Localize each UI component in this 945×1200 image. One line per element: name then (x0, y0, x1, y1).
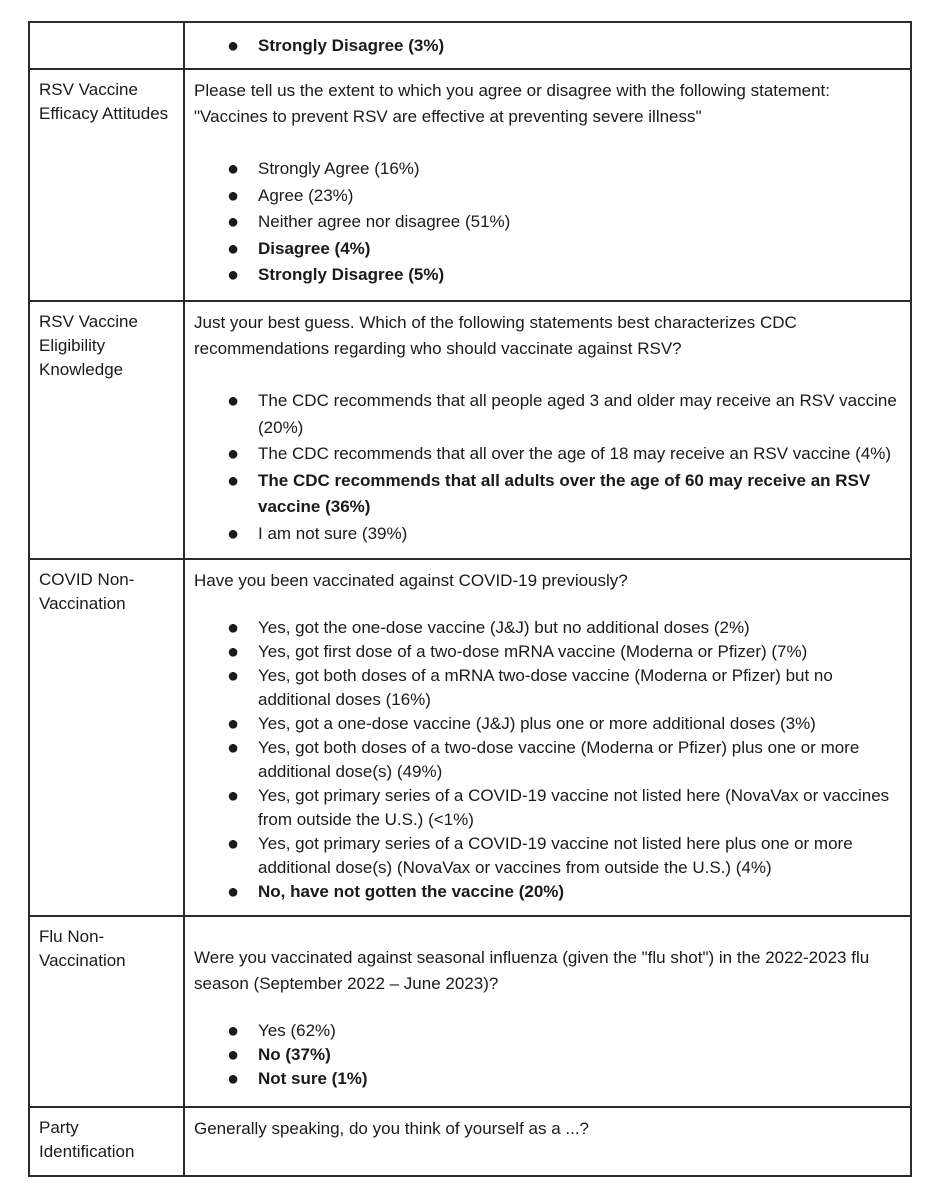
bullet-icon: ● (227, 641, 240, 663)
bullet-icon: ● (227, 665, 240, 687)
row-label: RSV Vaccine Efficacy Attitudes (39, 80, 169, 123)
row-label-cell (29, 559, 184, 916)
bullet-icon: ● (227, 737, 240, 759)
list-item: ● No (37%) (227, 1044, 331, 1066)
row-content-cell (184, 22, 911, 69)
bullet-icon: ● (227, 1020, 240, 1042)
list-item: ● Neither agree nor disagree (51%) (185, 209, 910, 236)
question-text: Just your best guess. Which of the following statements best characterizes CDC recommendations regarding who should vaccinate against RSV? (194, 313, 797, 358)
option-list (185, 362, 910, 547)
row-content-cell (184, 301, 911, 559)
bullet-icon: ● (227, 881, 240, 903)
list-item: ● Disagree (4%) (185, 236, 910, 263)
bullet-icon: ● (227, 211, 240, 233)
row-label-cell (29, 22, 184, 69)
list-item: ● Yes, got primary series of a COVID-19 vaccine not listed here plus one or more additional dose(s) (NovaVax or vaccines from outside the U.S.) (4%) (227, 833, 853, 877)
question-text: Were you vaccinated against seasonal influenza (given the "flu shot") in the 2022-2023 flu season (September 2022 – June 2023)? (194, 948, 870, 993)
bullet-icon: ● (227, 469, 240, 492)
row-label: Flu Non-Vaccination (39, 927, 126, 970)
row-content-cell (184, 1107, 911, 1176)
list-item: ● Agree (23%) (185, 183, 910, 210)
row-label: COVID Non-Vaccination (39, 570, 135, 613)
list-item: ● Strongly Agree (16%) (185, 156, 910, 183)
bullet-icon: ● (227, 1044, 240, 1066)
bullet-icon: ● (227, 158, 240, 180)
list-item: ● Yes (62%) (227, 1020, 336, 1042)
table-row (29, 559, 911, 916)
bullet-icon: ● (227, 1068, 240, 1090)
list-item: ● Yes, got both doses of a two-dose vaccine (Moderna or Pfizer) plus one or more additional dose(s) (49%) (227, 737, 860, 781)
row-label-cell (29, 301, 184, 559)
list-item: ● Yes, got both doses of a mRNA two-dose vaccine (Moderna or Pfizer) but no additional doses (16%) (227, 665, 833, 709)
survey-table (28, 21, 912, 1177)
list-item: ● I am not sure (39%) (185, 521, 910, 548)
table-row (29, 1107, 911, 1176)
question-text: Generally speaking, do you think of yourself as a ...? (194, 1119, 590, 1138)
row-content-cell (184, 69, 911, 301)
row-label-cell (29, 1107, 184, 1176)
list-item: ● No, have not gotten the vaccine (20%) (227, 881, 565, 903)
list-item: ● The CDC recommends that all adults over the age of 60 may receive an RSV vaccine (36%) (227, 469, 871, 516)
list-item: ● Yes, got a one-dose vaccine (J&J) plus one or more additional doses (3%) (227, 713, 816, 735)
bullet-icon: ● (227, 443, 240, 465)
bullet-icon: ● (227, 522, 240, 545)
row-label: Party Identification (39, 1118, 135, 1161)
row-content-cell (184, 559, 911, 916)
option-list (185, 997, 910, 1091)
table-row (29, 22, 911, 69)
bullet-icon: ● (227, 785, 240, 807)
list-item: ● Strongly Disagree (5%) (185, 262, 910, 289)
list-item: ● Strongly Disagree (3%) (185, 33, 910, 60)
option-list (185, 130, 910, 289)
bullet-icon: ● (227, 713, 240, 735)
list-item: ● Yes, got primary series of a COVID-19 vaccine not listed here (NovaVax or vaccines from outside the U.S.) (<1%) (227, 785, 890, 829)
bullet-icon: ● (227, 184, 240, 207)
row-content-cell (184, 916, 911, 1107)
option-list (185, 594, 910, 904)
list-item: ● The CDC recommends that all people aged 3 and older may receive an RSV vaccine (20%) (227, 390, 897, 437)
table-row (29, 916, 911, 1107)
bullet-icon: ● (227, 617, 240, 639)
row-label-cell (29, 916, 184, 1107)
bullet-icon: ● (227, 237, 240, 260)
table-row (29, 69, 911, 301)
bullet-icon: ● (227, 35, 240, 57)
question-text: Please tell us the extent to which you agree or disagree with the following statement: "Vaccines to prevent RSV are effective at preventing severe illness" (194, 81, 830, 126)
table-row (29, 301, 911, 559)
bullet-icon: ● (227, 390, 240, 412)
option-list (185, 23, 910, 60)
row-label-cell (29, 69, 184, 301)
row-label: RSV Vaccine Eligibility Knowledge (39, 312, 138, 379)
list-item: ● The CDC recommends that all over the age of 18 may receive an RSV vaccine (4%) (185, 441, 910, 468)
list-item: ● Yes, got first dose of a two-dose mRNA vaccine (Moderna or Pfizer) (7%) (227, 641, 808, 663)
list-item: ● Not sure (1%) (227, 1068, 368, 1090)
bullet-icon: ● (227, 833, 240, 855)
question-text: Have you been vaccinated against COVID-19 previously? (194, 571, 628, 590)
list-item: ● Yes, got the one-dose vaccine (J&J) but no additional doses (2%) (227, 617, 750, 639)
bullet-icon: ● (227, 264, 240, 286)
